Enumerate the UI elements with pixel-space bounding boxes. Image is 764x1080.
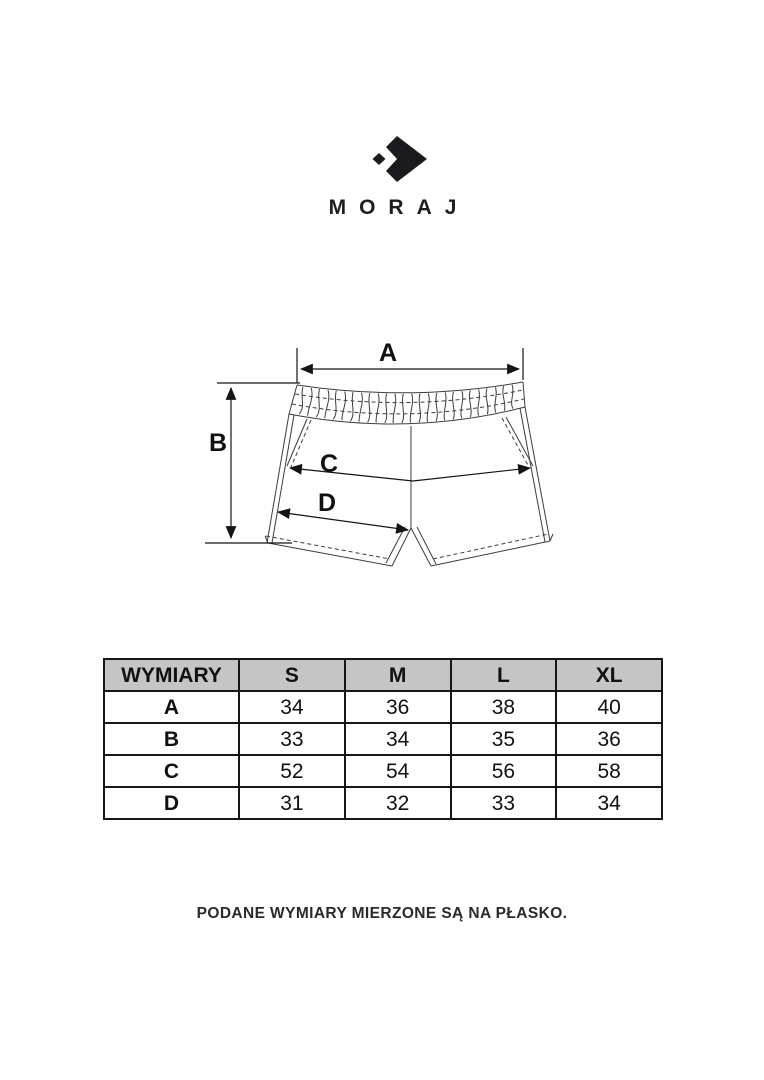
waistband-gathers bbox=[299, 385, 513, 423]
row-label: A bbox=[104, 691, 239, 723]
size-table-container bbox=[103, 658, 661, 820]
size-cell: 38 bbox=[451, 691, 557, 723]
size-cell: 34 bbox=[345, 723, 451, 755]
dim-line-c bbox=[290, 468, 413, 481]
size-cell: 33 bbox=[451, 787, 557, 819]
dim-label-c: C bbox=[319, 450, 339, 478]
size-cell: 52 bbox=[239, 755, 345, 787]
size-cell: 32 bbox=[345, 787, 451, 819]
brand-logo-icon bbox=[370, 128, 432, 188]
size-cell: 33 bbox=[239, 723, 345, 755]
brand-wordmark: MORAJ bbox=[328, 196, 470, 219]
size-cell: 31 bbox=[239, 787, 345, 819]
table-row bbox=[104, 755, 662, 787]
size-cell: 36 bbox=[556, 723, 662, 755]
row-label: C bbox=[104, 755, 239, 787]
footer-note: PODANE WYMIARY MIERZONE SĄ NA PŁASKO. bbox=[196, 905, 568, 922]
size-cell: 40 bbox=[556, 691, 662, 723]
size-table bbox=[103, 658, 663, 820]
dim-label-a: A bbox=[378, 339, 398, 367]
dim-label-b: B bbox=[208, 429, 228, 457]
shorts-diagram bbox=[0, 330, 764, 590]
size-cell: 58 bbox=[556, 755, 662, 787]
size-cell: 34 bbox=[239, 691, 345, 723]
dim-label-d: D bbox=[317, 489, 337, 517]
shorts-outline bbox=[265, 382, 553, 566]
size-cell: 35 bbox=[451, 723, 557, 755]
table-row bbox=[104, 691, 662, 723]
table-row bbox=[104, 723, 662, 755]
size-cell: 54 bbox=[345, 755, 451, 787]
col-header-s: S bbox=[239, 659, 345, 691]
col-header-wymiary: WYMIARY bbox=[104, 659, 239, 691]
col-header-l: L bbox=[451, 659, 557, 691]
row-label: D bbox=[104, 787, 239, 819]
col-header-xl: XL bbox=[556, 659, 662, 691]
dim-line-d bbox=[278, 512, 408, 530]
row-label: B bbox=[104, 723, 239, 755]
size-cell: 34 bbox=[556, 787, 662, 819]
size-cell: 56 bbox=[451, 755, 557, 787]
dimension-lines bbox=[205, 348, 530, 543]
table-row bbox=[104, 787, 662, 819]
chevron-icon bbox=[386, 136, 427, 182]
col-header-m: M bbox=[345, 659, 451, 691]
size-cell: 36 bbox=[345, 691, 451, 723]
table-header-row bbox=[104, 659, 662, 691]
diamond-icon bbox=[373, 153, 386, 165]
